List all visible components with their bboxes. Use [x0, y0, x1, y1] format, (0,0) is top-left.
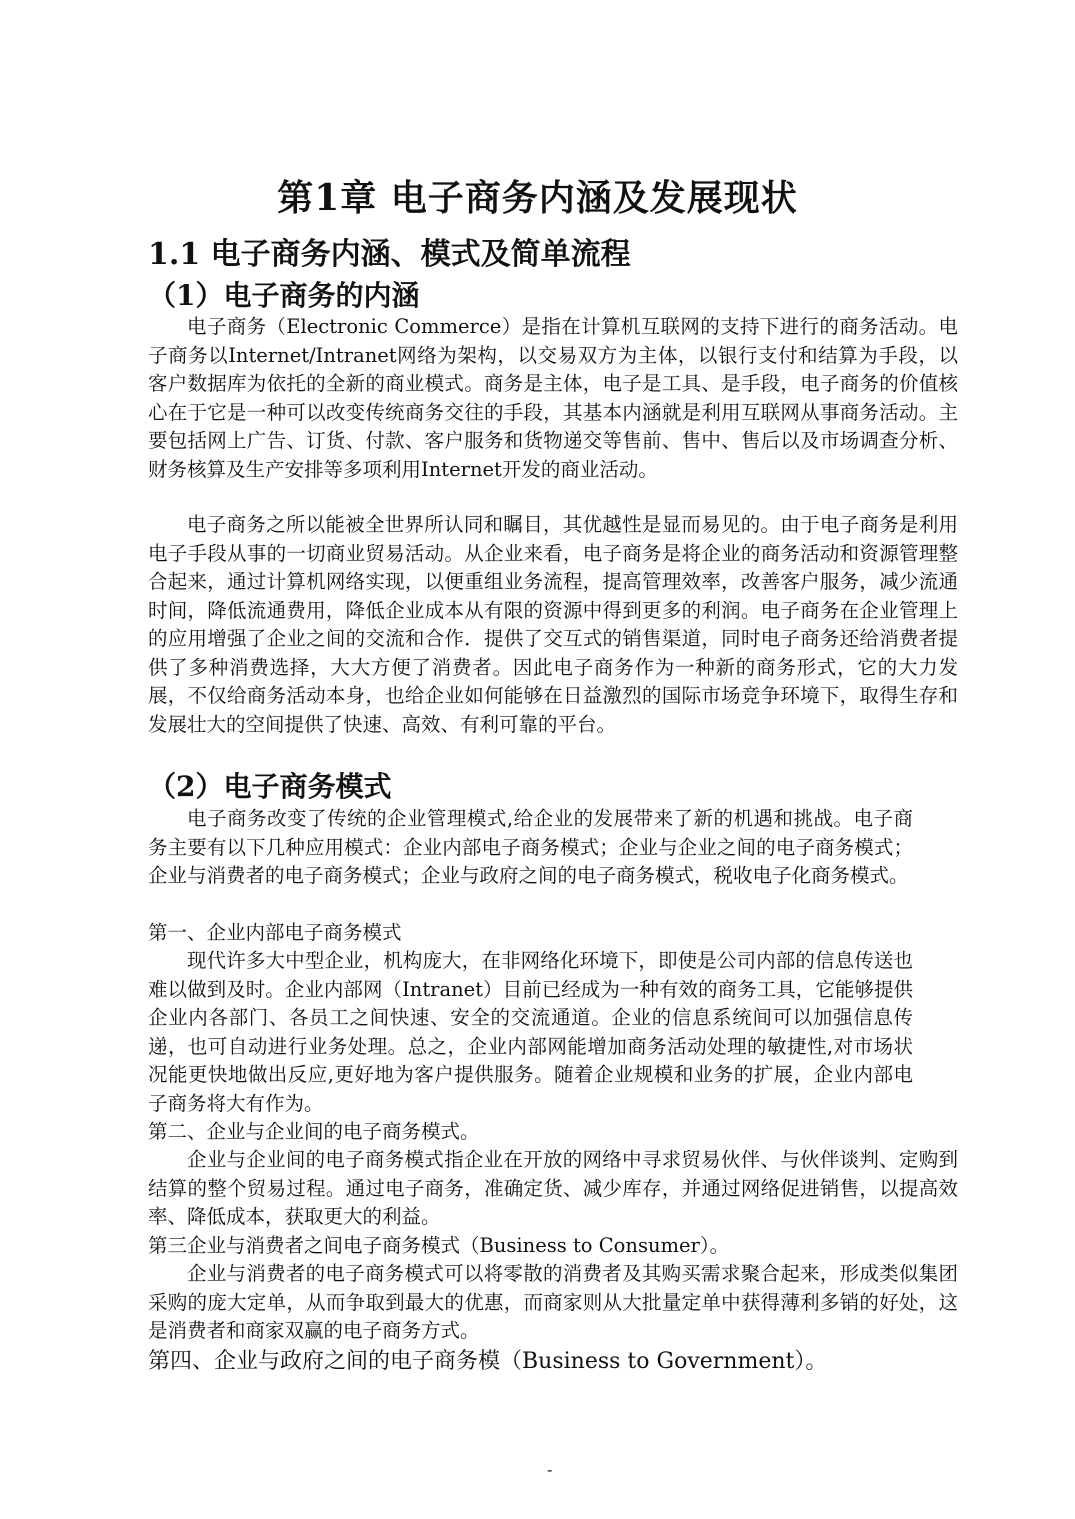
mode-heading-b2b: 第二、企业与企业间的电子商务模式。 [148, 1120, 480, 1143]
page-mark: - [547, 1460, 553, 1479]
mode-heading-internal: 第一、企业内部电子商务模式 [148, 921, 402, 944]
paragraph-modes-intro: 电子商务改变了传统的企业管理模式,给企业的发展带来了新的机遇和挑战。电子商务主要有以下几种应用模式：企业内部电子商务模式；企业与企业之间的电子商务模式；企业与消费者的电子商务模式；企业与政府之间的电子商务模式，税收电子化商务模式。 [148, 807, 913, 887]
mode-text-b2b: 企业与企业间的电子商务模式指企业在开放的网络中寻求贸易伙伴、与伙伴谈判、定购到结算的整个贸易过程。通过电子商务，准确定货、减少库存，并通过网络促进销售，以提高效率、降低成本，获取更大的利益。 [148, 1148, 958, 1228]
mode-text-b2c: 企业与消费者的电子商务模式可以将零散的消费者及其购买需求聚合起来，形成类似集团采购的庞大定单，从而争取到最大的优惠，而商家则从大批量定单中获得薄利多销的好处，这是消费者和商家双赢的电子商务方式。 [148, 1262, 958, 1342]
mode-text-internal: 现代许多大中型企业，机构庞大，在非网络化环境下，即使是公司内部的信息传送也难以做到及时。企业内部网（Intranet）目前已经成为一种有效的商务工具，它能够提供企业内各部门、各员工之间快速、安全的交流通道。企业的信息系统间可以加强信息传递，也可自动进行业务处理。总之，企业内部网能增加商务活动处理的敏捷性,对市场状况能更快地做出反应,更好地为客户提供服务。随着企业规模和业务的扩展，企业内部电子商务将大有作为。 [148, 949, 913, 1115]
mode-heading-b2c: 第三企业与消费者之间电子商务模式（Business to Consumer）。 [148, 1234, 730, 1257]
section-title: 1.1 电子商务内涵、模式及简单流程 [148, 237, 631, 272]
paragraph-connotation-1: 电子商务（Electronic Commerce）是指在计算机互联网的支持下进行的商务活动。电子商务以Internet/Intranet网络为架构，以交易双方为主体，以银行支付和结算为手段，以客户数据库为依托的全新的商业模式。商务是主体，电子是工具、是手段，电子商务的价值核心在于它是一种可以改变传统商务交往的手段，其基本内涵就是利用互联网从事商务活动。主要包括网上广告、订货、付款、客户服务和货物递交等售前、售中、售后以及市场调查分析、财务核算及生产安排等多项利用Internet开发的商业活动。 [148, 315, 958, 481]
paragraph-connotation-2: 电子商务之所以能被全世界所认同和瞩目，其优越性是显而易见的。由于电子商务是利用电子手段从事的一切商业贸易活动。从企业来看，电子商务是将企业的商务活动和资源管理整合起来，通过计算机网络实现，以便重组业务流程，提高管理效率，改善客户服务，减少流通时间，降低流通费用，降低企业成本从有限的资源中得到更多的利润。电子商务在企业管理上的应用增强了企业之间的交流和合作．提供了交互式的销售渠道，同时电子商务还给消费者提供了多种消费选择，大大方便了消费者。因此电子商务作为一种新的商务形式，它的大力发展，不仅给商务活动本身，也给企业如何能够在日益激烈的国际市场竞争环境下，取得生存和发展壮大的空间提供了快速、高效、有利可靠的平台。 [148, 513, 958, 736]
chapter-title: 第1章 电子商务内涵及发展现状 [277, 177, 798, 219]
mode-heading-b2g: 第四、企业与政府之间的电子商务模（Business to Government）。 [148, 1349, 828, 1374]
subsection-title-modes: （2）电子商务模式 [148, 770, 392, 803]
subsection-title-connotation: （1）电子商务的内涵 [148, 279, 420, 312]
